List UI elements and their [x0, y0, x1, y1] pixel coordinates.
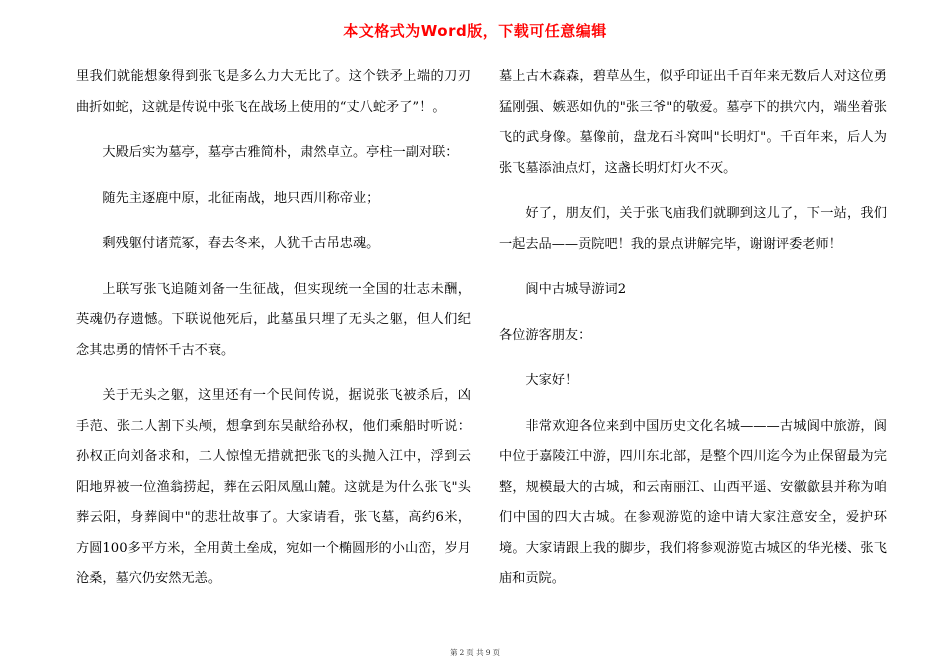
paragraph: 好了，朋友们，关于张飞庙我们就聊到这儿了，下一站，我们一起去品——贡院吧！我的景点讲解完毕，谢谢评委老师！	[499, 206, 887, 252]
paragraph: 非常欢迎各位来到中国历史文化名城———古城阆中旅游，阆中位于嘉陵江中游，四川东北部，是整个四川迄今为止保留最为完整，规模最大的古城，和云南丽江、山西平遥、安徽歙县并称为咱们中国的四大古城。在参观游览的途中请大家注意安全，爱护环境。大家请跟上我的脚步，我们将参观游览古城区的华光楼、张飞庙和贡院。	[499, 418, 887, 586]
paragraph: 大殿后实为墓亭，墓亭古雅简朴，肃然卓立。亭柱一副对联：	[102, 145, 459, 160]
section-heading: 阆中古城导游词2	[525, 282, 627, 297]
footer-middle: 页 共	[466, 648, 484, 657]
page-number-footer	[0, 647, 950, 658]
left-text-column	[76, 62, 471, 610]
paragraph: 关于无头之躯，这里还有一个民间传说，据说张飞被杀后，凶手范、张二人割下头颅，想拿到东吴献给孙权，他们乘船时听说：孙权正向刘备求和，二人惊惶无措就把张飞的头抛入江中，浮到云阳地界被一位渔翁捞起，葬在云阳凤凰山麓。这就是为什么张飞"头葬云阳，身葬阆中"的悲壮故事了。大家请看，张飞墓，高约6米，方圆100多平方米，全用黄土垒成，宛如一个椭圆形的小山峦，岁月沧桑，墓穴仍安然无恙。	[76, 388, 471, 586]
couplet-line: 随先主逐鹿中原，北征南战，地只西川称帝业；	[102, 190, 380, 206]
document-header-title: 本文格式为Word版，下载可任意编辑	[343, 22, 607, 40]
paragraph: 上联写张飞追随刘备一生征战，但实现统一全国的壮志未酬，英魂仍存遗憾。下联说他死后，此墓虽只埋了无头之躯，但人们纪念其忠勇的情怀千古不衰。	[76, 281, 471, 358]
paragraph: 墓上古木森森，碧草丛生，似乎印证出千百年来无数后人对这位勇猛刚强、嫉恶如仇的"张三爷"的敬爱。墓亭下的拱穴内，端坐着张飞的武身像。墓像前，盘龙石斗窝叫"长明灯"。千百年来，后人为张飞墓添油点灯，这盏长明灯灯火不灭。	[499, 69, 887, 176]
greeting: 大家好！	[525, 373, 579, 388]
footer-prefix: 第	[450, 648, 458, 657]
couplet-line: 剩残躯付诸荒冢，春去冬来，人犹千古吊忠魂。	[102, 236, 380, 251]
footer-suffix: 页	[492, 648, 500, 657]
current-page-number: 2	[459, 648, 465, 657]
right-text-column	[499, 62, 887, 610]
paragraph: 里我们就能想象得到张飞是多么力大无比了。这个铁矛上端的刀刃曲折如蛇，这就是传说中张飞在战场上使用的“丈八蛇矛了”！。	[76, 69, 471, 115]
total-page-count: 9	[485, 648, 491, 657]
salutation: 各位游客朋友：	[499, 327, 592, 343]
